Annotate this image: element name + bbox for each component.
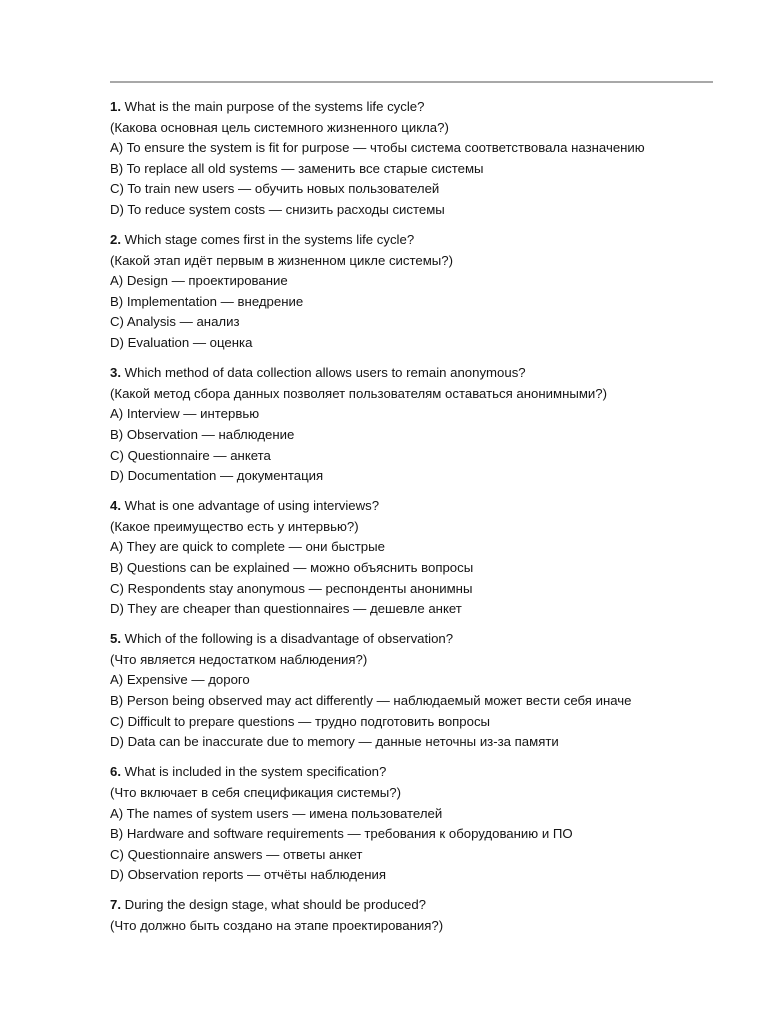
answer-option: A) The names of system users — имена пользователей <box>110 805 443 821</box>
answer-option: D) Documentation — документация <box>110 468 324 484</box>
question-text: What is the main purpose of the systems life cycle? <box>124 99 425 114</box>
question-4 <box>110 496 750 620</box>
answer-option: C) To train new users — обучить новых пользователей <box>110 181 440 197</box>
answer-option: B) To replace all old systems — заменить все старые системы <box>110 160 484 176</box>
answer-option: B) Questions can be explained — можно объяснить вопросы <box>110 559 474 575</box>
answer-option: D) To reduce system costs — снизить расходы системы <box>110 201 445 217</box>
question-number: 2. <box>110 232 121 248</box>
question-translation: (Какой этап идёт первым в жизненном цикле системы?) <box>110 252 454 268</box>
question-3 <box>110 363 750 487</box>
question-1 <box>110 97 750 221</box>
question-6 <box>110 762 750 886</box>
question-list <box>110 97 750 946</box>
question-number: 1. <box>110 99 121 114</box>
question-translation: (Что должно быть создано на этапе проектирования?) <box>110 917 444 933</box>
question-title <box>110 97 750 118</box>
answer-option: C) Analysis — анализ <box>110 314 240 330</box>
question-number: 5. <box>110 631 121 647</box>
question-title <box>110 762 750 783</box>
question-5 <box>110 629 750 753</box>
answer-option: D) They are cheaper than questionnaires — дешевле анкет <box>110 601 462 617</box>
answer-option: B) Hardware and software requirements — требования к оборудованию и ПО <box>110 826 573 842</box>
answer-option: B) Person being observed may act differently — наблюдаемый может вести себя иначе <box>110 693 632 709</box>
answer-option: A) To ensure the system is fit for purpose — чтобы система соответствовала назначению <box>110 140 645 156</box>
question-title <box>110 496 750 517</box>
question-title <box>110 629 750 650</box>
question-number: 7. <box>110 897 121 913</box>
answer-option: C) Questionnaire — анкета <box>110 447 271 463</box>
answer-option: A) Interview — интервью <box>110 406 260 422</box>
question-number: 3. <box>110 365 121 381</box>
question-7 <box>110 895 750 936</box>
question-text: During the design stage, what should be produced? <box>124 897 426 913</box>
answer-option: B) Observation — наблюдение <box>110 426 295 442</box>
question-text: What is included in the system specification? <box>124 764 387 780</box>
answer-option: B) Implementation — внедрение <box>110 293 304 309</box>
question-2 <box>110 230 750 354</box>
question-translation: (Какова основная цель системного жизненного цикла?) <box>110 119 449 135</box>
answer-option: D) Evaluation — оценка <box>110 335 253 351</box>
question-title <box>110 895 750 916</box>
answer-option: D) Data can be inaccurate due to memory — данные неточны из-за памяти <box>110 734 559 750</box>
question-translation: (Что является недостатком наблюдения?) <box>110 651 368 667</box>
question-translation: (Что включает в себя спецификация системы?) <box>110 784 401 800</box>
question-translation: (Какое преимущество есть у интервью?) <box>110 518 359 534</box>
top-divider <box>110 81 713 83</box>
question-text: Which stage comes first in the systems life cycle? <box>124 232 415 248</box>
question-title <box>110 363 750 384</box>
question-number: 4. <box>110 498 121 514</box>
question-number: 6. <box>110 764 121 780</box>
question-text: Which of the following is a disadvantage of observation? <box>124 631 454 647</box>
question-title <box>110 230 750 251</box>
answer-option: A) Expensive — дорого <box>110 672 250 688</box>
answer-option: C) Difficult to prepare questions — трудно подготовить вопросы <box>110 713 491 729</box>
answer-option: C) Respondents stay anonymous — респонденты анонимны <box>110 580 473 596</box>
question-text: Which method of data collection allows users to remain anonymous? <box>124 365 526 381</box>
question-translation: (Какой метод сбора данных позволяет пользователям оставаться анонимными?) <box>110 385 607 401</box>
answer-option: A) Design — проектирование <box>110 273 288 289</box>
answer-option: D) Observation reports — отчёты наблюдения <box>110 867 387 883</box>
answer-option: A) They are quick to complete — они быстрые <box>110 539 385 555</box>
answer-option: C) Questionnaire answers — ответы анкет <box>110 846 363 862</box>
question-text: What is one advantage of using interviews? <box>124 498 380 514</box>
